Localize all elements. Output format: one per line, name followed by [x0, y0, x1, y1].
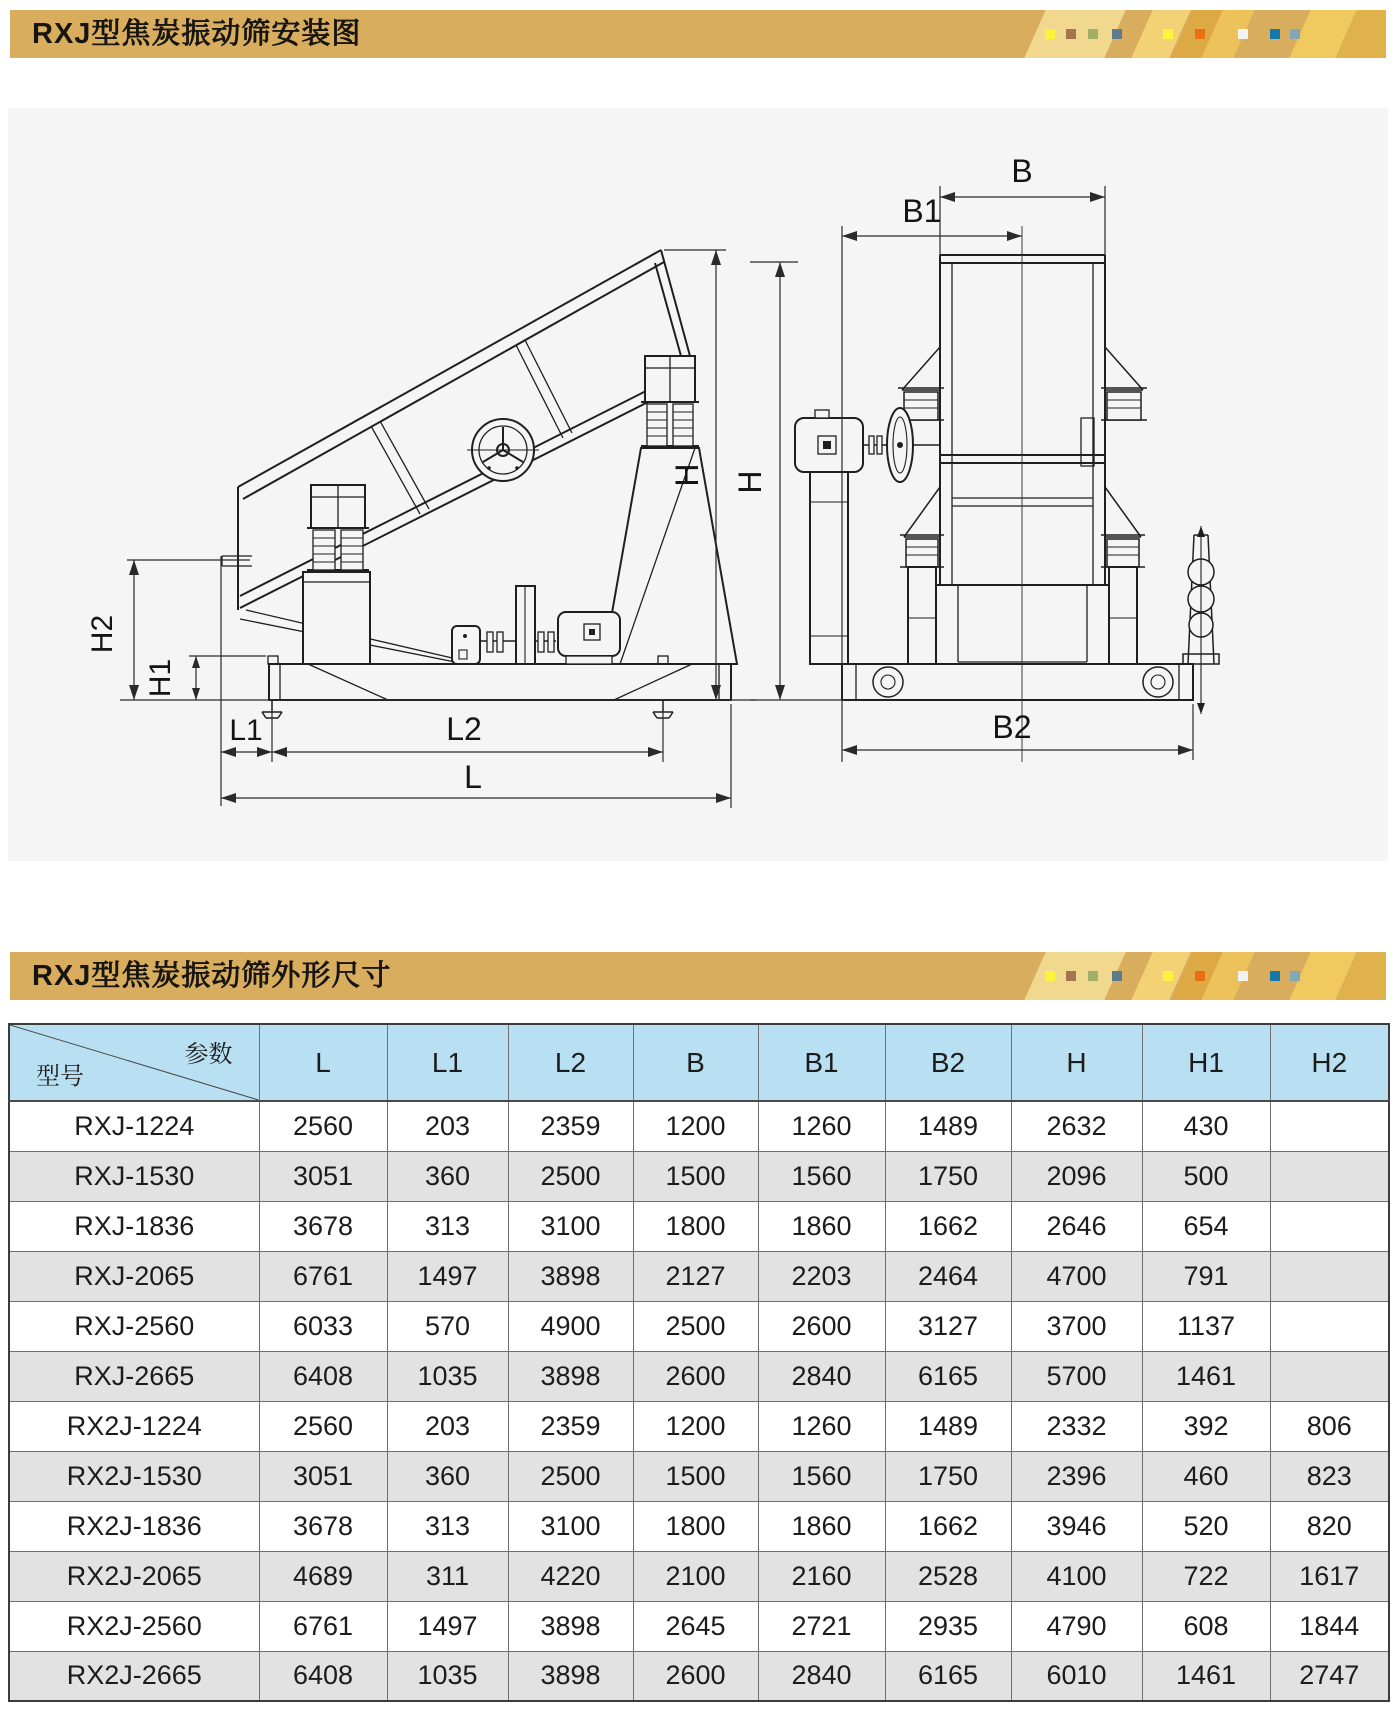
decor-square — [1088, 971, 1098, 981]
value-cell: 570 — [387, 1301, 508, 1351]
side-view-drawing — [86, 250, 756, 808]
dimension-label-h1: H1 — [144, 658, 177, 698]
table-row — [9, 1601, 1389, 1651]
front-right-springs — [1101, 347, 1147, 664]
dimension-label-h2: H2 — [86, 614, 119, 654]
value-cell: 6010 — [1011, 1651, 1142, 1701]
value-cell: 1860 — [758, 1501, 885, 1551]
value-cell: 2600 — [633, 1651, 758, 1701]
front-left-springs — [898, 347, 944, 664]
column-header-b2: B2 — [885, 1024, 1011, 1101]
value-cell: 4689 — [259, 1551, 387, 1601]
screen-body-front — [933, 255, 1112, 662]
value-cell: 3678 — [259, 1201, 387, 1251]
value-cell — [1270, 1301, 1389, 1351]
value-cell: 313 — [387, 1201, 508, 1251]
value-cell: 2600 — [758, 1301, 885, 1351]
decor-square — [1163, 29, 1173, 39]
value-cell: 608 — [1142, 1601, 1270, 1651]
model-cell: RX2J-1836 — [9, 1501, 259, 1551]
value-cell: 2100 — [633, 1551, 758, 1601]
value-cell: 1260 — [758, 1101, 885, 1151]
value-cell: 2332 — [1011, 1401, 1142, 1451]
value-cell: 6165 — [885, 1651, 1011, 1701]
drive-unit — [452, 586, 620, 664]
value-cell: 2747 — [1270, 1651, 1389, 1701]
section-header-installation — [10, 10, 1386, 58]
decor-square — [1066, 971, 1076, 981]
value-cell: 2359 — [508, 1101, 633, 1151]
value-cell: 520 — [1142, 1501, 1270, 1551]
installation-drawing — [8, 108, 1388, 861]
decor-stripe — [1126, 10, 1196, 58]
model-cell: RXJ-2665 — [9, 1351, 259, 1401]
model-cell: RX2J-2665 — [9, 1651, 259, 1701]
decor-stripe — [1019, 952, 1131, 1000]
column-header-b: B — [633, 1024, 758, 1101]
decor-square — [1088, 29, 1098, 39]
decor-square — [1112, 971, 1122, 981]
drawing-panel — [8, 108, 1388, 861]
value-cell: 3700 — [1011, 1301, 1142, 1351]
table-row — [9, 1551, 1389, 1601]
value-cell: 1500 — [633, 1151, 758, 1201]
table-row — [9, 1651, 1389, 1701]
value-cell: 6408 — [259, 1651, 387, 1701]
section-title-installation: RXJ型焦炭振动筛安装图 — [32, 18, 362, 50]
table-header-row — [9, 1024, 1389, 1101]
dimensions-table — [8, 1023, 1390, 1702]
value-cell: 1200 — [633, 1401, 758, 1451]
value-cell: 820 — [1270, 1501, 1389, 1551]
value-cell: 313 — [387, 1501, 508, 1551]
value-cell: 460 — [1142, 1451, 1270, 1501]
decor-stripe — [1284, 10, 1362, 58]
decor-square — [1290, 971, 1300, 981]
model-cell: RX2J-2560 — [9, 1601, 259, 1651]
decor-stripe — [1196, 10, 1260, 58]
decor-stripe — [1284, 952, 1362, 1000]
value-cell: 3051 — [259, 1151, 387, 1201]
table-row — [9, 1301, 1389, 1351]
table-row — [9, 1101, 1389, 1151]
value-cell: 1750 — [885, 1151, 1011, 1201]
value-cell: 3898 — [508, 1651, 633, 1701]
flywheel-icon — [467, 419, 539, 481]
dimension-label-l2: L2 — [446, 711, 482, 747]
value-cell: 2645 — [633, 1601, 758, 1651]
value-cell: 722 — [1142, 1551, 1270, 1601]
column-header-l: L — [259, 1024, 387, 1101]
value-cell: 2160 — [758, 1551, 885, 1601]
value-cell: 1461 — [1142, 1351, 1270, 1401]
value-cell: 1560 — [758, 1151, 885, 1201]
value-cell: 6033 — [259, 1301, 387, 1351]
decor-square — [1066, 29, 1076, 39]
model-cell: RXJ-1836 — [9, 1201, 259, 1251]
value-cell: 2500 — [508, 1151, 633, 1201]
table-row — [9, 1201, 1389, 1251]
table-row — [9, 1501, 1389, 1551]
dimension-label-b: B — [1011, 153, 1033, 189]
decor-stripe — [1166, 10, 1232, 58]
dimension-label-h-front: H — [732, 470, 768, 494]
value-cell: 392 — [1142, 1401, 1270, 1451]
decor-square — [1238, 29, 1248, 39]
model-cell: RX2J-1224 — [9, 1401, 259, 1451]
column-header-l2: L2 — [508, 1024, 633, 1101]
value-cell: 6761 — [259, 1601, 387, 1651]
value-cell: 2721 — [758, 1601, 885, 1651]
value-cell — [1270, 1151, 1389, 1201]
decor-square — [1195, 971, 1205, 981]
value-cell: 311 — [387, 1551, 508, 1601]
value-cell: 1137 — [1142, 1301, 1270, 1351]
table-row — [9, 1351, 1389, 1401]
value-cell: 2127 — [633, 1251, 758, 1301]
value-cell: 2500 — [633, 1301, 758, 1351]
value-cell: 2500 — [508, 1451, 633, 1501]
value-cell: 2203 — [758, 1251, 885, 1301]
value-cell: 1860 — [758, 1201, 885, 1251]
value-cell — [1270, 1251, 1389, 1301]
value-cell: 1560 — [758, 1451, 885, 1501]
value-cell: 1800 — [633, 1501, 758, 1551]
value-cell: 2396 — [1011, 1451, 1142, 1501]
column-header-l1: L1 — [387, 1024, 508, 1101]
decor-stripe — [1196, 952, 1260, 1000]
decor-square — [1045, 29, 1055, 39]
decor-square — [1290, 29, 1300, 39]
model-cell: RXJ-2560 — [9, 1301, 259, 1351]
dimension-label-h-side: H — [669, 463, 705, 487]
value-cell: 2632 — [1011, 1101, 1142, 1151]
value-cell — [1270, 1351, 1389, 1401]
value-cell: 4100 — [1011, 1551, 1142, 1601]
value-cell: 823 — [1270, 1451, 1389, 1501]
decor-stripe — [1126, 952, 1196, 1000]
value-cell: 3100 — [508, 1201, 633, 1251]
value-cell: 2935 — [885, 1601, 1011, 1651]
column-header-h2: H2 — [1270, 1024, 1389, 1101]
value-cell: 1844 — [1270, 1601, 1389, 1651]
dimension-label-l: L — [464, 759, 482, 795]
decor-stripe — [1331, 952, 1386, 1000]
section-header-dimensions — [10, 952, 1386, 1000]
value-cell: 3127 — [885, 1301, 1011, 1351]
value-cell: 1500 — [633, 1451, 758, 1501]
value-cell: 1662 — [885, 1501, 1011, 1551]
decor-stripe — [1331, 10, 1386, 58]
table-row — [9, 1451, 1389, 1501]
value-cell: 6165 — [885, 1351, 1011, 1401]
decor-square — [1163, 971, 1173, 981]
decor-square — [1195, 29, 1205, 39]
column-header-h: H — [1011, 1024, 1142, 1101]
value-cell: 360 — [387, 1151, 508, 1201]
value-cell: 430 — [1142, 1101, 1270, 1151]
table-row — [9, 1251, 1389, 1301]
value-cell: 1461 — [1142, 1651, 1270, 1701]
value-cell: 1489 — [885, 1101, 1011, 1151]
decor-square — [1045, 971, 1055, 981]
value-cell: 4900 — [508, 1301, 633, 1351]
decor-square — [1270, 29, 1280, 39]
model-cell: RX2J-2065 — [9, 1551, 259, 1601]
table-corner-cell — [9, 1024, 259, 1101]
corner-label-parameter: 参数 — [184, 1041, 233, 1068]
value-cell: 3100 — [508, 1501, 633, 1551]
column-header-h1: H1 — [1142, 1024, 1270, 1101]
dimension-label-b1: B1 — [902, 193, 942, 229]
value-cell: 1662 — [885, 1201, 1011, 1251]
model-cell: RX2J-1530 — [9, 1451, 259, 1501]
dimension-label-b2: B2 — [992, 709, 1032, 745]
value-cell: 3898 — [508, 1251, 633, 1301]
value-cell: 3898 — [508, 1351, 633, 1401]
dimension-label-l1: L1 — [229, 714, 263, 747]
value-cell: 4700 — [1011, 1251, 1142, 1301]
value-cell: 2646 — [1011, 1201, 1142, 1251]
decor-square — [1270, 971, 1280, 981]
value-cell: 360 — [387, 1451, 508, 1501]
value-cell — [1270, 1101, 1389, 1151]
decor-square — [1112, 29, 1122, 39]
value-cell: 4790 — [1011, 1601, 1142, 1651]
value-cell — [1270, 1201, 1389, 1251]
value-cell: 4220 — [508, 1551, 633, 1601]
value-cell: 2464 — [885, 1251, 1011, 1301]
value-cell: 2528 — [885, 1551, 1011, 1601]
value-cell: 2560 — [259, 1401, 387, 1451]
front-base-frame — [842, 664, 1193, 700]
front-view-drawing — [732, 153, 1219, 762]
table-body — [9, 1101, 1389, 1701]
value-cell: 1260 — [758, 1401, 885, 1451]
model-cell: RXJ-1530 — [9, 1151, 259, 1201]
value-cell: 2560 — [259, 1101, 387, 1151]
left-spring-support — [303, 485, 370, 664]
model-cell: RXJ-2065 — [9, 1251, 259, 1301]
value-cell: 2600 — [633, 1351, 758, 1401]
value-cell: 1497 — [387, 1601, 508, 1651]
value-cell: 654 — [1142, 1201, 1270, 1251]
base-frame — [262, 656, 731, 718]
value-cell: 1489 — [885, 1401, 1011, 1451]
table-row — [9, 1401, 1389, 1451]
value-cell: 806 — [1270, 1401, 1389, 1451]
table-row — [9, 1151, 1389, 1201]
value-cell: 2096 — [1011, 1151, 1142, 1201]
value-cell: 1200 — [633, 1101, 758, 1151]
value-cell: 3051 — [259, 1451, 387, 1501]
value-cell: 3898 — [508, 1601, 633, 1651]
column-header-b1: B1 — [758, 1024, 885, 1101]
value-cell: 1035 — [387, 1351, 508, 1401]
value-cell: 1800 — [633, 1201, 758, 1251]
value-cell: 791 — [1142, 1251, 1270, 1301]
value-cell: 2359 — [508, 1401, 633, 1451]
value-cell: 2840 — [758, 1651, 885, 1701]
model-cell: RXJ-1224 — [9, 1101, 259, 1151]
decor-square — [1238, 971, 1248, 981]
value-cell: 5700 — [1011, 1351, 1142, 1401]
section-title-dimensions: RXJ型焦炭振动筛外形尺寸 — [32, 960, 392, 992]
corner-label-model: 型号 — [36, 1063, 84, 1090]
value-cell: 1035 — [387, 1651, 508, 1701]
value-cell: 3946 — [1011, 1501, 1142, 1551]
value-cell: 3678 — [259, 1501, 387, 1551]
value-cell: 1617 — [1270, 1551, 1389, 1601]
decor-stripe — [1019, 10, 1131, 58]
value-cell: 6761 — [259, 1251, 387, 1301]
value-cell: 203 — [387, 1101, 508, 1151]
value-cell: 6408 — [259, 1351, 387, 1401]
decor-stripe — [1166, 952, 1232, 1000]
value-cell: 203 — [387, 1401, 508, 1451]
value-cell: 2840 — [758, 1351, 885, 1401]
value-cell: 1750 — [885, 1451, 1011, 1501]
value-cell: 1497 — [387, 1251, 508, 1301]
value-cell: 500 — [1142, 1151, 1270, 1201]
